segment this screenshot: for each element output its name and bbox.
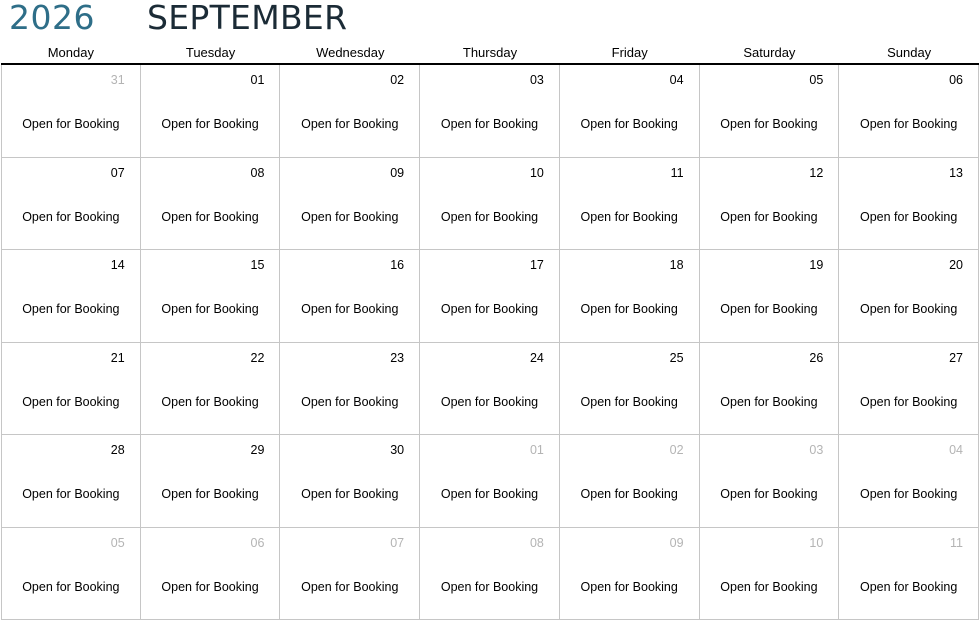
day-number: 24 — [530, 351, 544, 365]
calendar-day-cell[interactable] — [560, 158, 700, 251]
booking-status: Open for Booking — [560, 487, 699, 501]
booking-status: Open for Booking — [420, 580, 559, 594]
day-number: 08 — [251, 166, 265, 180]
calendar-day-cell[interactable] — [700, 250, 840, 343]
day-number: 11 — [950, 536, 963, 550]
calendar-grid — [1, 65, 979, 618]
booking-status: Open for Booking — [141, 487, 280, 501]
calendar-day-cell[interactable] — [560, 528, 700, 620]
calendar-day-cell[interactable] — [280, 65, 420, 158]
booking-status: Open for Booking — [141, 302, 280, 316]
day-number: 27 — [949, 351, 963, 365]
day-number: 01 — [530, 443, 544, 457]
booking-status: Open for Booking — [280, 210, 419, 224]
calendar-day-cell[interactable] — [141, 65, 281, 158]
calendar-day-cell[interactable] — [839, 250, 979, 343]
booking-status: Open for Booking — [420, 117, 559, 131]
day-number: 19 — [809, 258, 823, 272]
day-number: 02 — [670, 443, 684, 457]
day-number: 13 — [949, 166, 963, 180]
calendar-day-cell[interactable] — [141, 343, 281, 436]
calendar-day-cell[interactable] — [141, 528, 281, 620]
day-number: 07 — [111, 166, 125, 180]
calendar-day-cell[interactable] — [420, 250, 560, 343]
calendar-day-cell[interactable] — [1, 343, 141, 436]
calendar-day-cell[interactable] — [420, 158, 560, 251]
booking-status: Open for Booking — [2, 117, 140, 131]
day-number: 05 — [111, 536, 125, 550]
booking-status: Open for Booking — [2, 487, 140, 501]
booking-status: Open for Booking — [280, 395, 419, 409]
booking-status: Open for Booking — [2, 395, 140, 409]
day-number: 14 — [111, 258, 125, 272]
booking-status: Open for Booking — [560, 210, 699, 224]
day-number: 15 — [251, 258, 265, 272]
day-number: 31 — [111, 73, 125, 87]
day-number: 21 — [111, 351, 125, 365]
day-number: 25 — [670, 351, 684, 365]
day-number: 06 — [949, 73, 963, 87]
calendar-day-cell[interactable] — [1, 65, 141, 158]
day-number: 28 — [111, 443, 125, 457]
weekday-wednesday: Wednesday — [280, 44, 420, 64]
day-number: 09 — [670, 536, 684, 550]
calendar-day-cell[interactable] — [1, 435, 141, 528]
weekday-header-row — [1, 44, 979, 64]
booking-status: Open for Booking — [839, 395, 978, 409]
calendar-day-cell[interactable] — [141, 250, 281, 343]
day-number: 10 — [809, 536, 823, 550]
day-number: 30 — [390, 443, 404, 457]
booking-status: Open for Booking — [700, 487, 839, 501]
booking-status: Open for Booking — [700, 117, 839, 131]
booking-status: Open for Booking — [280, 302, 419, 316]
booking-status: Open for Booking — [700, 395, 839, 409]
calendar-day-cell[interactable] — [1, 158, 141, 251]
booking-status: Open for Booking — [141, 210, 280, 224]
booking-status: Open for Booking — [420, 395, 559, 409]
booking-status: Open for Booking — [2, 210, 140, 224]
day-number: 04 — [670, 73, 684, 87]
booking-status: Open for Booking — [839, 302, 978, 316]
booking-status: Open for Booking — [280, 580, 419, 594]
day-number: 23 — [390, 351, 404, 365]
booking-status: Open for Booking — [420, 487, 559, 501]
calendar-day-cell[interactable] — [280, 343, 420, 436]
day-number: 11 — [671, 166, 684, 180]
weekday-thursday: Thursday — [420, 44, 560, 64]
day-number: 29 — [251, 443, 265, 457]
calendar-day-cell[interactable] — [420, 343, 560, 436]
calendar-year: 2026 — [9, 0, 95, 38]
booking-status: Open for Booking — [700, 302, 839, 316]
day-number: 03 — [530, 73, 544, 87]
booking-status: Open for Booking — [560, 395, 699, 409]
day-number: 10 — [530, 166, 544, 180]
booking-status: Open for Booking — [280, 117, 419, 131]
day-number: 02 — [390, 73, 404, 87]
day-number: 08 — [530, 536, 544, 550]
calendar-day-cell[interactable] — [141, 435, 281, 528]
day-number: 04 — [949, 443, 963, 457]
day-number: 26 — [809, 351, 823, 365]
calendar-day-cell[interactable] — [280, 158, 420, 251]
calendar-day-cell[interactable] — [560, 65, 700, 158]
day-number: 01 — [251, 73, 265, 87]
day-number: 07 — [390, 536, 404, 550]
calendar-day-cell[interactable] — [839, 343, 979, 436]
calendar-day-cell[interactable] — [420, 435, 560, 528]
calendar-day-cell[interactable] — [420, 528, 560, 620]
booking-status: Open for Booking — [280, 487, 419, 501]
booking-status: Open for Booking — [839, 117, 978, 131]
calendar-day-cell[interactable] — [700, 435, 840, 528]
weekday-saturday: Saturday — [700, 44, 840, 64]
booking-status: Open for Booking — [839, 580, 978, 594]
day-number: 16 — [390, 258, 404, 272]
calendar-day-cell[interactable] — [700, 343, 840, 436]
booking-status: Open for Booking — [420, 210, 559, 224]
booking-status: Open for Booking — [2, 302, 140, 316]
day-number: 18 — [670, 258, 684, 272]
calendar-day-cell[interactable] — [280, 435, 420, 528]
booking-status: Open for Booking — [141, 580, 280, 594]
booking-status: Open for Booking — [2, 580, 140, 594]
booking-status: Open for Booking — [560, 580, 699, 594]
weekday-tuesday: Tuesday — [141, 44, 281, 64]
weekday-friday: Friday — [560, 44, 700, 64]
calendar-day-cell[interactable] — [560, 343, 700, 436]
day-number: 06 — [251, 536, 265, 550]
weekday-monday: Monday — [1, 44, 141, 64]
booking-status: Open for Booking — [700, 580, 839, 594]
booking-status: Open for Booking — [560, 302, 699, 316]
calendar-day-cell[interactable] — [700, 65, 840, 158]
calendar-day-cell[interactable] — [700, 158, 840, 251]
calendar-day-cell[interactable] — [280, 528, 420, 620]
booking-status: Open for Booking — [420, 302, 559, 316]
calendar-month: SEPTEMBER — [147, 0, 347, 38]
calendar-day-cell[interactable] — [839, 435, 979, 528]
calendar-day-cell[interactable] — [560, 250, 700, 343]
calendar-day-cell[interactable] — [420, 65, 560, 158]
calendar-day-cell[interactable] — [839, 158, 979, 251]
booking-status: Open for Booking — [141, 117, 280, 131]
day-number: 20 — [949, 258, 963, 272]
day-number: 22 — [251, 351, 265, 365]
calendar-day-cell[interactable] — [839, 65, 979, 158]
day-number: 05 — [809, 73, 823, 87]
weekday-sunday: Sunday — [839, 44, 979, 64]
day-number: 03 — [809, 443, 823, 457]
day-number: 09 — [390, 166, 404, 180]
calendar-day-cell[interactable] — [280, 250, 420, 343]
calendar-day-cell[interactable] — [141, 158, 281, 251]
day-number: 17 — [530, 258, 544, 272]
calendar-day-cell[interactable] — [1, 250, 141, 343]
calendar-day-cell[interactable] — [839, 528, 979, 620]
booking-status: Open for Booking — [141, 395, 280, 409]
day-number: 12 — [809, 166, 823, 180]
booking-status: Open for Booking — [839, 487, 978, 501]
booking-status: Open for Booking — [560, 117, 699, 131]
calendar-header — [0, 0, 979, 40]
booking-status: Open for Booking — [839, 210, 978, 224]
booking-status: Open for Booking — [700, 210, 839, 224]
calendar-day-cell[interactable] — [700, 528, 840, 620]
calendar-day-cell[interactable] — [1, 528, 141, 620]
calendar-day-cell[interactable] — [560, 435, 700, 528]
